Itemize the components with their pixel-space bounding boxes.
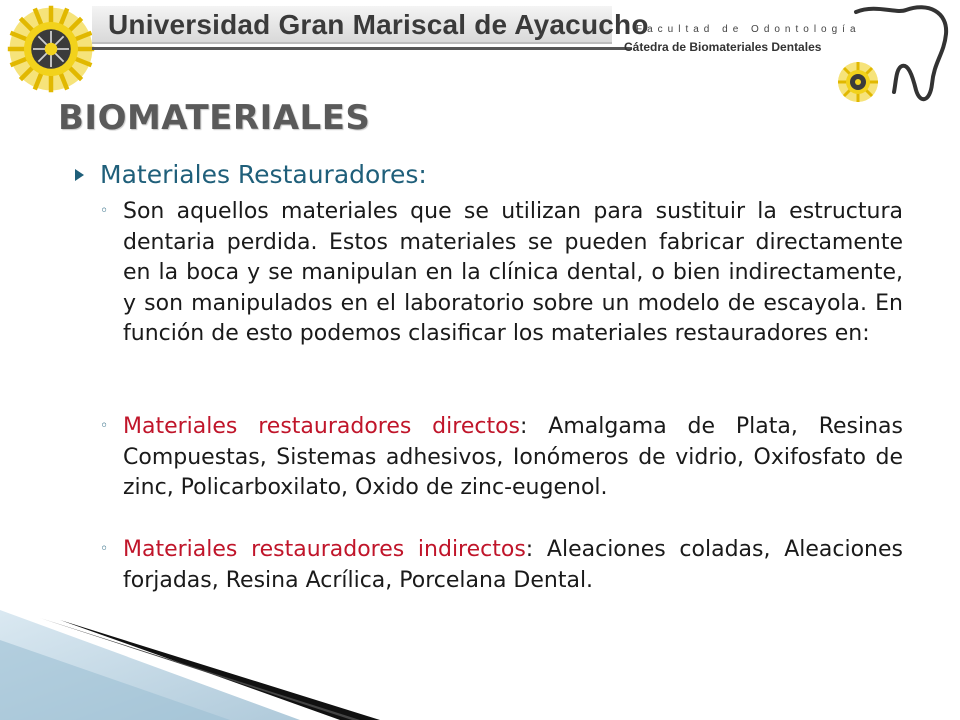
chair-name: Cátedra de Biomateriales Dentales: [624, 40, 822, 54]
section-title: Materiales Restauradores:: [100, 160, 427, 189]
indirect-label: Materiales restauradores indirectos: [123, 537, 526, 562]
direct-label: Materiales restauradores directos: [123, 414, 521, 439]
indirect-items: : Aleaciones coladas, Aleaciones forjadas, Resina Acrílica, Porcelana Dental.: [123, 537, 903, 593]
university-logo: [6, 4, 96, 94]
faculty-name: Facultad de Odontología: [636, 24, 861, 35]
direct-materials: [123, 412, 903, 504]
slide-title: BIOMATERIALES: [58, 98, 371, 138]
university-name: Universidad Gran Mariscal de Ayacucho: [108, 9, 649, 40]
direct-items: : Amalgama de Plata, Resinas Compuestas, Sistemas adhesivos, Ionómeros de vidrio, Oxifosfato de zinc, Policarboxilato, Oxido de zinc-eugenol.: [123, 414, 904, 500]
header-band: [0, 0, 960, 108]
ring-icon: ◦: [100, 418, 109, 434]
header-divider: [92, 47, 632, 50]
definition-text: Son aquellos materiales que se utilizan para sustituir la estructura dentaria perdida. Estos materiales se pueden fabricar directamente en la boca y se manipulan en la clínica dental, o bien indirectamente, y son manipulados en el laboratorio sobre un modelo de escayola. En función de esto podemos clasificar los materiales restauradores en:: [123, 199, 903, 346]
section-heading: [72, 160, 427, 189]
decorative-swoosh: [0, 580, 420, 720]
ring-icon: ◦: [100, 541, 109, 557]
triangle-right-icon: [72, 168, 86, 182]
tooth-logo: [836, 4, 956, 108]
ring-icon: ◦: [100, 203, 109, 219]
